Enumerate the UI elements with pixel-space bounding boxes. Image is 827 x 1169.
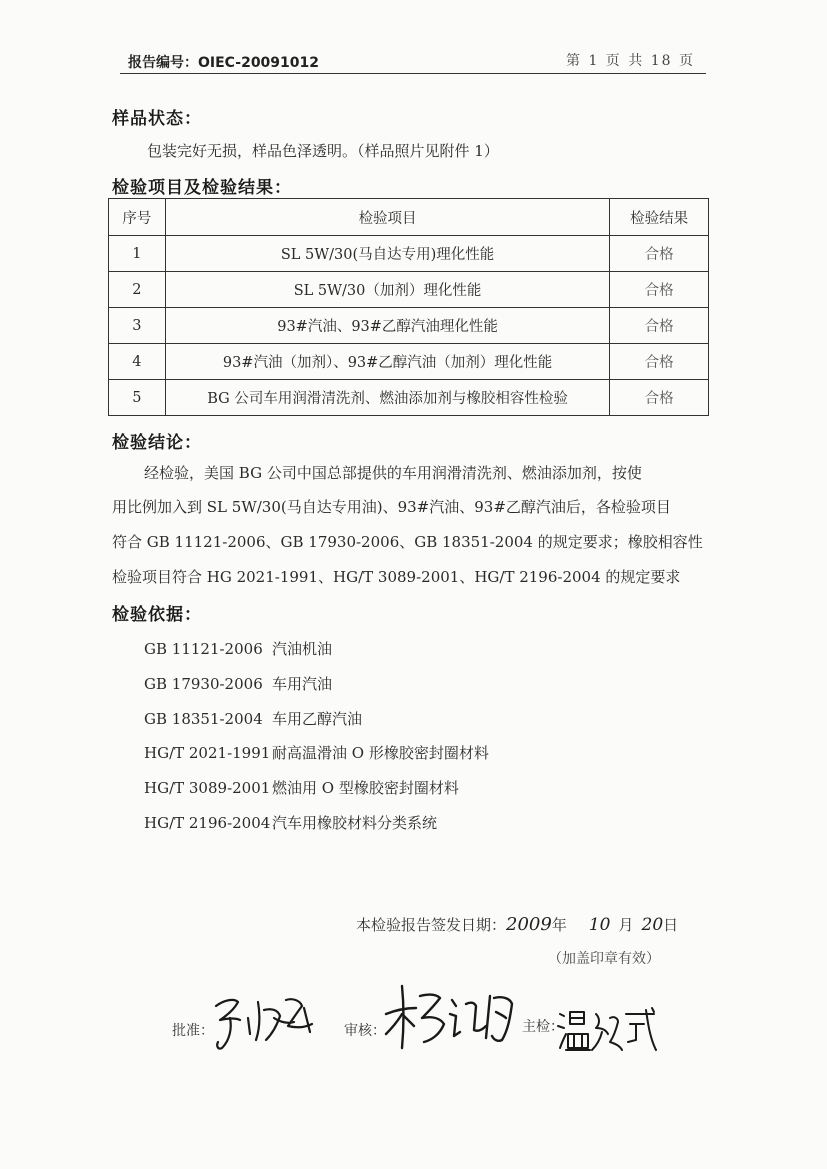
approver-label: 批准： xyxy=(172,1023,214,1039)
basis-item xyxy=(144,742,489,763)
sample-status-text: 包装完好无损，样品色泽透明。（样品照片见附件 1） xyxy=(147,142,499,160)
row-no: 4 xyxy=(109,344,166,380)
basis-name: 耐高温滑油 O 形橡胶密封圈材料 xyxy=(272,744,489,762)
col-header-no: 序号 xyxy=(109,199,166,236)
inspector-signature xyxy=(556,1004,660,1056)
row-no: 1 xyxy=(109,236,166,272)
issue-date-day: 20 xyxy=(641,915,664,935)
table-row xyxy=(109,344,709,380)
basis-name: 汽油机油 xyxy=(272,640,333,658)
report-number: 报告编号：OIEC-20091012 xyxy=(128,55,320,71)
row-no: 2 xyxy=(109,272,166,308)
conclusion-line: 用比例加入到 SL 5W/30(马自达专用油)、93#汽油、93#乙醇汽油后，各检验项目 xyxy=(112,498,671,516)
results-table xyxy=(108,198,709,416)
row-no: 5 xyxy=(109,380,166,416)
basis-code: GB 11121-2006 xyxy=(144,640,263,658)
basis-name: 燃油用 O 型橡胶密封圈材料 xyxy=(272,779,459,797)
row-item: 93#汽油（加剂）、93#乙醇汽油（加剂）理化性能 xyxy=(165,344,609,380)
basis-item xyxy=(144,812,437,833)
issue-date xyxy=(356,914,678,935)
basis-item xyxy=(144,777,459,798)
row-no: 3 xyxy=(109,308,166,344)
row-item: BG 公司车用润滑清洗剂、燃油添加剂与橡胶相容性检验 xyxy=(165,380,609,416)
row-result: 合格 xyxy=(610,380,709,416)
basis-heading: 检验依据： xyxy=(112,605,202,625)
day-unit: 日 xyxy=(663,916,679,934)
table-row xyxy=(109,236,709,272)
conclusion-heading: 检验结论： xyxy=(112,433,202,453)
approver-signature xyxy=(208,988,320,1054)
conclusion-line: 符合 GB 11121-2006、GB 17930-2006、GB 18351-2004 的规定要求；橡胶相容性 xyxy=(112,533,703,551)
table-row xyxy=(109,380,709,416)
basis-name: 车用汽油 xyxy=(272,675,333,693)
issue-date-year: 2009 xyxy=(506,914,552,935)
reviewer-signature xyxy=(382,978,522,1052)
month-unit: 月 xyxy=(618,916,634,934)
header-divider xyxy=(120,73,706,74)
row-item: SL 5W/30(马自达专用)理化性能 xyxy=(165,236,609,272)
row-result: 合格 xyxy=(610,236,709,272)
table-row xyxy=(109,272,709,308)
row-item: SL 5W/30（加剂）理化性能 xyxy=(165,272,609,308)
page-info: 第 1 页 共 18 页 xyxy=(566,53,695,69)
basis-item xyxy=(144,708,362,729)
items-heading: 检验项目及检验结果： xyxy=(112,178,292,198)
basis-code: HG/T 2021-1991 xyxy=(144,744,271,762)
row-result: 合格 xyxy=(610,344,709,380)
table-header-row xyxy=(109,199,709,236)
basis-item xyxy=(144,673,332,694)
basis-code: HG/T 2196-2004 xyxy=(144,814,271,832)
year-unit: 年 xyxy=(551,916,567,934)
row-result: 合格 xyxy=(610,272,709,308)
issue-date-label: 本检验报告签发日期： xyxy=(356,916,507,934)
reviewer-label: 审核： xyxy=(344,1023,386,1039)
basis-name: 车用乙醇汽油 xyxy=(272,710,363,728)
basis-code: HG/T 3089-2001 xyxy=(144,779,271,797)
basis-item xyxy=(144,638,332,659)
row-item: 93#汽油、93#乙醇汽油理化性能 xyxy=(165,308,609,344)
inspector-label: 主检： xyxy=(522,1019,564,1035)
col-header-item: 检验项目 xyxy=(165,199,609,236)
conclusion-line: 经检验，美国 BG 公司中国总部提供的车用润滑清洗剂、燃油添加剂，按使 xyxy=(144,464,642,482)
basis-code: GB 18351-2004 xyxy=(144,710,263,728)
conclusion-line: 检验项目符合 HG 2021-1991、HG/T 3089-2001、HG/T 2196-2004 的规定要求 xyxy=(112,568,681,586)
col-header-result: 检验结果 xyxy=(610,199,709,236)
row-result: 合格 xyxy=(610,308,709,344)
issue-date-month: 10 xyxy=(588,915,611,935)
table-row xyxy=(109,308,709,344)
stamp-note: （加盖印章有效） xyxy=(548,951,660,967)
sample-status-heading: 样品状态： xyxy=(112,109,202,129)
basis-code: GB 17930-2006 xyxy=(144,675,263,693)
basis-name: 汽车用橡胶材料分类系统 xyxy=(272,814,438,832)
